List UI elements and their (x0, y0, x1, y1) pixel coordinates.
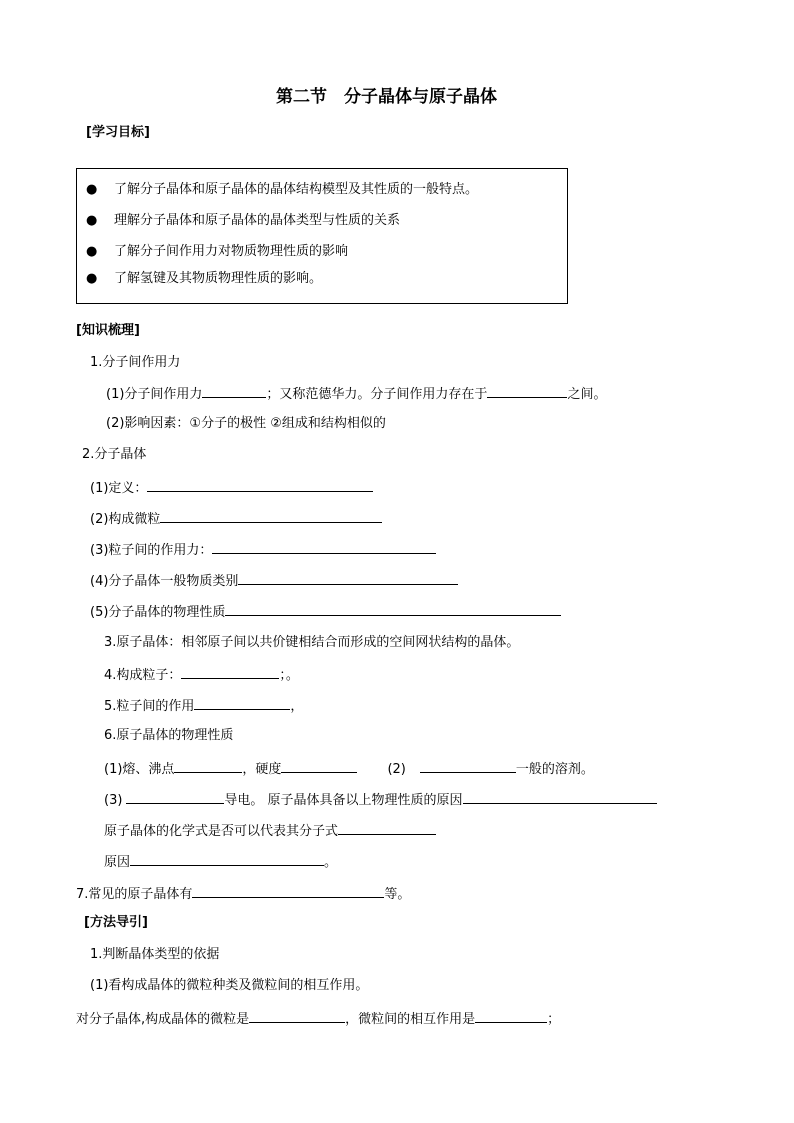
fill-blank[interactable] (192, 884, 384, 898)
text: (3)粒子间的作用力： (90, 543, 213, 558)
fill-blank[interactable] (338, 821, 436, 835)
k3-line4 (104, 665, 299, 685)
text: 等。 (384, 887, 411, 902)
k2-line2 (90, 509, 382, 529)
fill-blank[interactable] (130, 852, 324, 866)
text: 一般的溶剂。 (515, 762, 594, 777)
k3-line7 (76, 884, 410, 904)
fill-blank[interactable] (475, 1009, 547, 1023)
text: (5)分子晶体的物理性质 (90, 605, 226, 620)
fill-blank[interactable] (160, 509, 382, 523)
text: 之间。 (567, 387, 607, 402)
page-title: 第二节 分子晶体与原子晶体 (276, 87, 497, 107)
bullet-icon: ● (86, 182, 98, 197)
text: ，硬度 (242, 762, 282, 777)
k1-heading: 1.分子间作用力 (90, 355, 181, 370)
goal-item (86, 243, 97, 261)
goal-text: 了解氢键及其物质物理性质的影响。 (114, 271, 323, 286)
fill-blank[interactable] (238, 571, 458, 585)
fill-blank[interactable] (202, 384, 266, 398)
section-heading-goals: [学习目标] (86, 125, 150, 140)
text: (4)分子晶体一般物质类别 (90, 574, 239, 589)
text: 原子晶体的化学式是否可以代表其分子式 (104, 824, 339, 839)
goal-text: 了解分子晶体和原子晶体的晶体结构模型及其性质的一般特点。 (114, 182, 479, 197)
m-line2 (76, 1009, 560, 1029)
fill-blank[interactable] (181, 665, 279, 679)
section-heading-knowledge: [知识梳理] (76, 323, 140, 338)
goal-item (86, 181, 97, 199)
text: (1)熔、沸点 (104, 762, 175, 777)
text: (2)构成微粒 (90, 512, 161, 527)
fill-blank[interactable] (147, 478, 373, 492)
text: 对分子晶体,构成晶体的微粒是 (76, 1012, 250, 1027)
text: (2) (387, 762, 406, 777)
fill-blank[interactable] (487, 384, 567, 398)
fill-blank[interactable] (174, 759, 242, 773)
k3-row3 (104, 821, 436, 841)
fill-blank[interactable] (281, 759, 357, 773)
text: ， (290, 699, 304, 714)
fill-blank[interactable] (212, 540, 436, 554)
fill-blank[interactable] (463, 790, 657, 804)
goal-text: 理解分子晶体和原子晶体的晶体类型与性质的关系 (114, 213, 401, 228)
text: (3) (104, 793, 123, 808)
k1-line2: (2)影响因素：①分子的极性 ②组成和结构相似的 (106, 416, 386, 431)
text: 原因 (104, 855, 131, 870)
m-heading: 1.判断晶体类型的依据 (90, 947, 220, 962)
fill-blank[interactable] (126, 790, 224, 804)
text: ，微粒间的相互作用是 (345, 1012, 476, 1027)
text: ；。 (279, 668, 299, 683)
goal-text: 了解分子间作用力对物质物理性质的影响 (114, 244, 349, 259)
k3-definition: 3.原子晶体：相邻原子间以共价键相结合而形成的空间网状结构的晶体。 (104, 635, 520, 650)
bullet-icon: ● (86, 213, 98, 228)
k2-heading: 2.分子晶体 (82, 447, 147, 462)
fill-blank[interactable] (420, 759, 516, 773)
k3-row4 (104, 852, 337, 872)
bullet-icon: ● (86, 244, 98, 259)
text: 5.粒子间的作用 (104, 699, 195, 714)
text: ；又称范德华力。分子间作用力存在于 (266, 387, 488, 402)
text: 7.常见的原子晶体有 (76, 887, 193, 902)
k1-line1 (106, 384, 606, 404)
k2-line3 (90, 540, 436, 560)
goal-item (86, 212, 97, 230)
goal-item (86, 270, 97, 288)
text: (1)定义： (90, 481, 148, 496)
k2-line5 (90, 602, 561, 622)
k2-line4 (90, 571, 458, 591)
fill-blank[interactable] (249, 1009, 345, 1023)
k3-row2 (104, 790, 657, 810)
bullet-icon: ● (86, 271, 98, 286)
text: 4.构成粒子： (104, 668, 182, 683)
k3-line5 (104, 696, 303, 716)
text: 。 (324, 855, 338, 870)
k3-line6: 6.原子晶体的物理性质 (104, 728, 234, 743)
section-heading-method: [方法导引] (84, 915, 148, 930)
text: 导电。 原子晶体具备以上物理性质的原因 (224, 793, 463, 808)
text: (1)分子间作用力 (106, 387, 203, 402)
m-line1: (1)看构成晶体的微粒种类及微粒间的相互作用。 (90, 978, 369, 993)
k3-row1 (104, 759, 594, 779)
text: ； (547, 1012, 561, 1027)
k2-line1 (90, 478, 373, 498)
fill-blank[interactable] (194, 696, 290, 710)
fill-blank[interactable] (225, 602, 561, 616)
